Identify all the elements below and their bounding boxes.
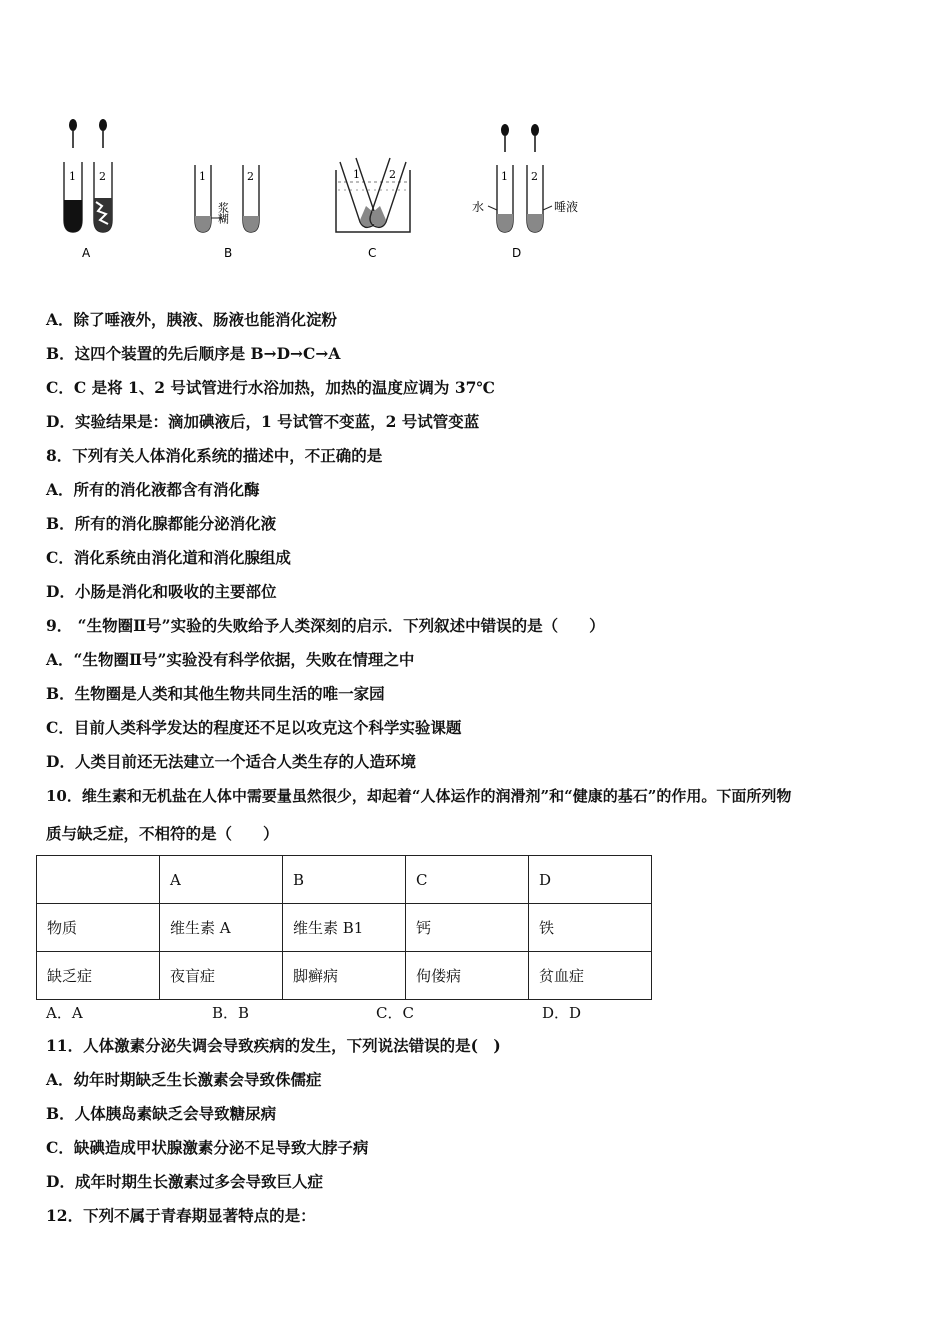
table-cell: 脚癣病 <box>283 952 406 1000</box>
label-saliva: 唾液 <box>554 200 579 214</box>
question-option: D．人类目前还无法建立一个适合人类生存的人造环境 <box>46 752 416 771</box>
question-option: B．人体胰岛素缺乏会导致糖尿病 <box>46 1104 277 1123</box>
tube-number: 2 <box>531 170 538 183</box>
dropper-icon <box>531 124 539 152</box>
table-cell: B <box>283 856 406 904</box>
question-option: C．目前人类科学发达的程度还不足以攻克这个科学实验课题 <box>46 718 462 737</box>
table-cell: A <box>160 856 283 904</box>
question-option: A．幼年时期缺乏生长激素会导致侏儒症 <box>46 1070 322 1089</box>
tube-number: 1 <box>353 168 360 181</box>
figure-a <box>64 119 112 260</box>
question-option: C．C 是将 1、2 号试管进行水浴加热，加热的温度应调为 37℃ <box>46 378 495 397</box>
table-cell: 钙 <box>406 904 529 952</box>
tube-number: 1 <box>199 170 206 183</box>
question-option: A．“生物圈Ⅱ号”实验没有科学依据，失败在情理之中 <box>46 650 415 669</box>
table-cell <box>37 856 160 904</box>
figure-b <box>195 165 259 260</box>
question-10-stem-cont: 质与缺乏症，不相符的是（ ） <box>46 824 279 843</box>
table-cell: 物质 <box>37 904 160 952</box>
label-paste: 浆糊 <box>216 202 230 224</box>
question-option: A．除了唾液外，胰液、肠液也能消化淀粉 <box>46 310 338 329</box>
question-option: C．消化系统由消化道和消化腺组成 <box>46 548 291 567</box>
question-option: B．这四个装置的先后顺序是 B→D→C→A <box>46 344 341 363</box>
question-option: B．生物圈是人类和其他生物共同生活的唯一家园 <box>46 684 385 703</box>
table-cell: 铁 <box>529 904 652 952</box>
question-option: D．小肠是消化和吸收的主要部位 <box>46 582 277 601</box>
table-cell: D <box>529 856 652 904</box>
table-cell: 维生素 A <box>160 904 283 952</box>
question-option: B．所有的消化腺都能分泌消化液 <box>46 514 277 533</box>
answer-option: B．B <box>212 1004 250 1022</box>
question-option: A．所有的消化液都含有消化酶 <box>46 480 260 499</box>
answer-option: C．C <box>376 1004 414 1022</box>
vitamin-table <box>36 855 652 1000</box>
table-cell: 夜盲症 <box>160 952 283 1000</box>
tube-number: 1 <box>501 170 508 183</box>
table-cell: C <box>406 856 529 904</box>
table-cell: 缺乏症 <box>37 952 160 1000</box>
table-cell: 维生素 B1 <box>283 904 406 952</box>
question-8-stem: 8．下列有关人体消化系统的描述中，不正确的是 <box>46 446 383 465</box>
figure-label: B <box>224 246 233 260</box>
table-row <box>37 952 652 1000</box>
question-option: D．实验结果是：滴加碘液后，1 号试管不变蓝，2 号试管变蓝 <box>46 412 480 431</box>
figure-label: D <box>512 246 522 260</box>
table-row <box>37 856 652 904</box>
dropper-icon <box>99 119 107 148</box>
figure-c <box>336 158 410 260</box>
table-row <box>37 904 652 952</box>
table-cell: 贫血症 <box>529 952 652 1000</box>
question-10-stem: 10．维生素和无机盐在人体中需要量虽然很少，却起着“人体运作的润滑剂”和“健康的基石”的作用。下面所列物 <box>46 787 792 805</box>
figure-label: C <box>368 246 377 260</box>
figure-d <box>472 124 578 260</box>
test-tube-2-icon <box>370 158 406 227</box>
tube-number: 2 <box>99 170 106 183</box>
question-12-stem: 12．下列不属于青春期显著特点的是： <box>46 1206 316 1225</box>
tube-number: 1 <box>69 170 76 183</box>
question-option: D．成年时期生长激素过多会导致巨人症 <box>46 1172 323 1191</box>
question-option: C．缺碘造成甲状腺激素分泌不足导致大脖子病 <box>46 1138 369 1157</box>
question-11-stem: 11．人体激素分泌失调会导致疾病的发生，下列说法错误的是( ) <box>46 1036 501 1055</box>
table-cell: 佝偻病 <box>406 952 529 1000</box>
tube-number: 2 <box>389 168 396 181</box>
answer-option: A．A <box>46 1004 83 1022</box>
question-9-stem: 9． “生物圈Ⅱ号”实验的失败给予人类深刻的启示．下列叙述中错误的是（ ） <box>46 616 605 635</box>
dropper-icon <box>501 124 509 152</box>
dropper-icon <box>69 119 77 148</box>
figure-label: A <box>82 246 91 260</box>
tube-number: 2 <box>247 170 254 183</box>
experiment-figure <box>40 110 620 270</box>
label-water: 水 <box>472 200 485 214</box>
answer-option: D．D <box>542 1004 582 1022</box>
